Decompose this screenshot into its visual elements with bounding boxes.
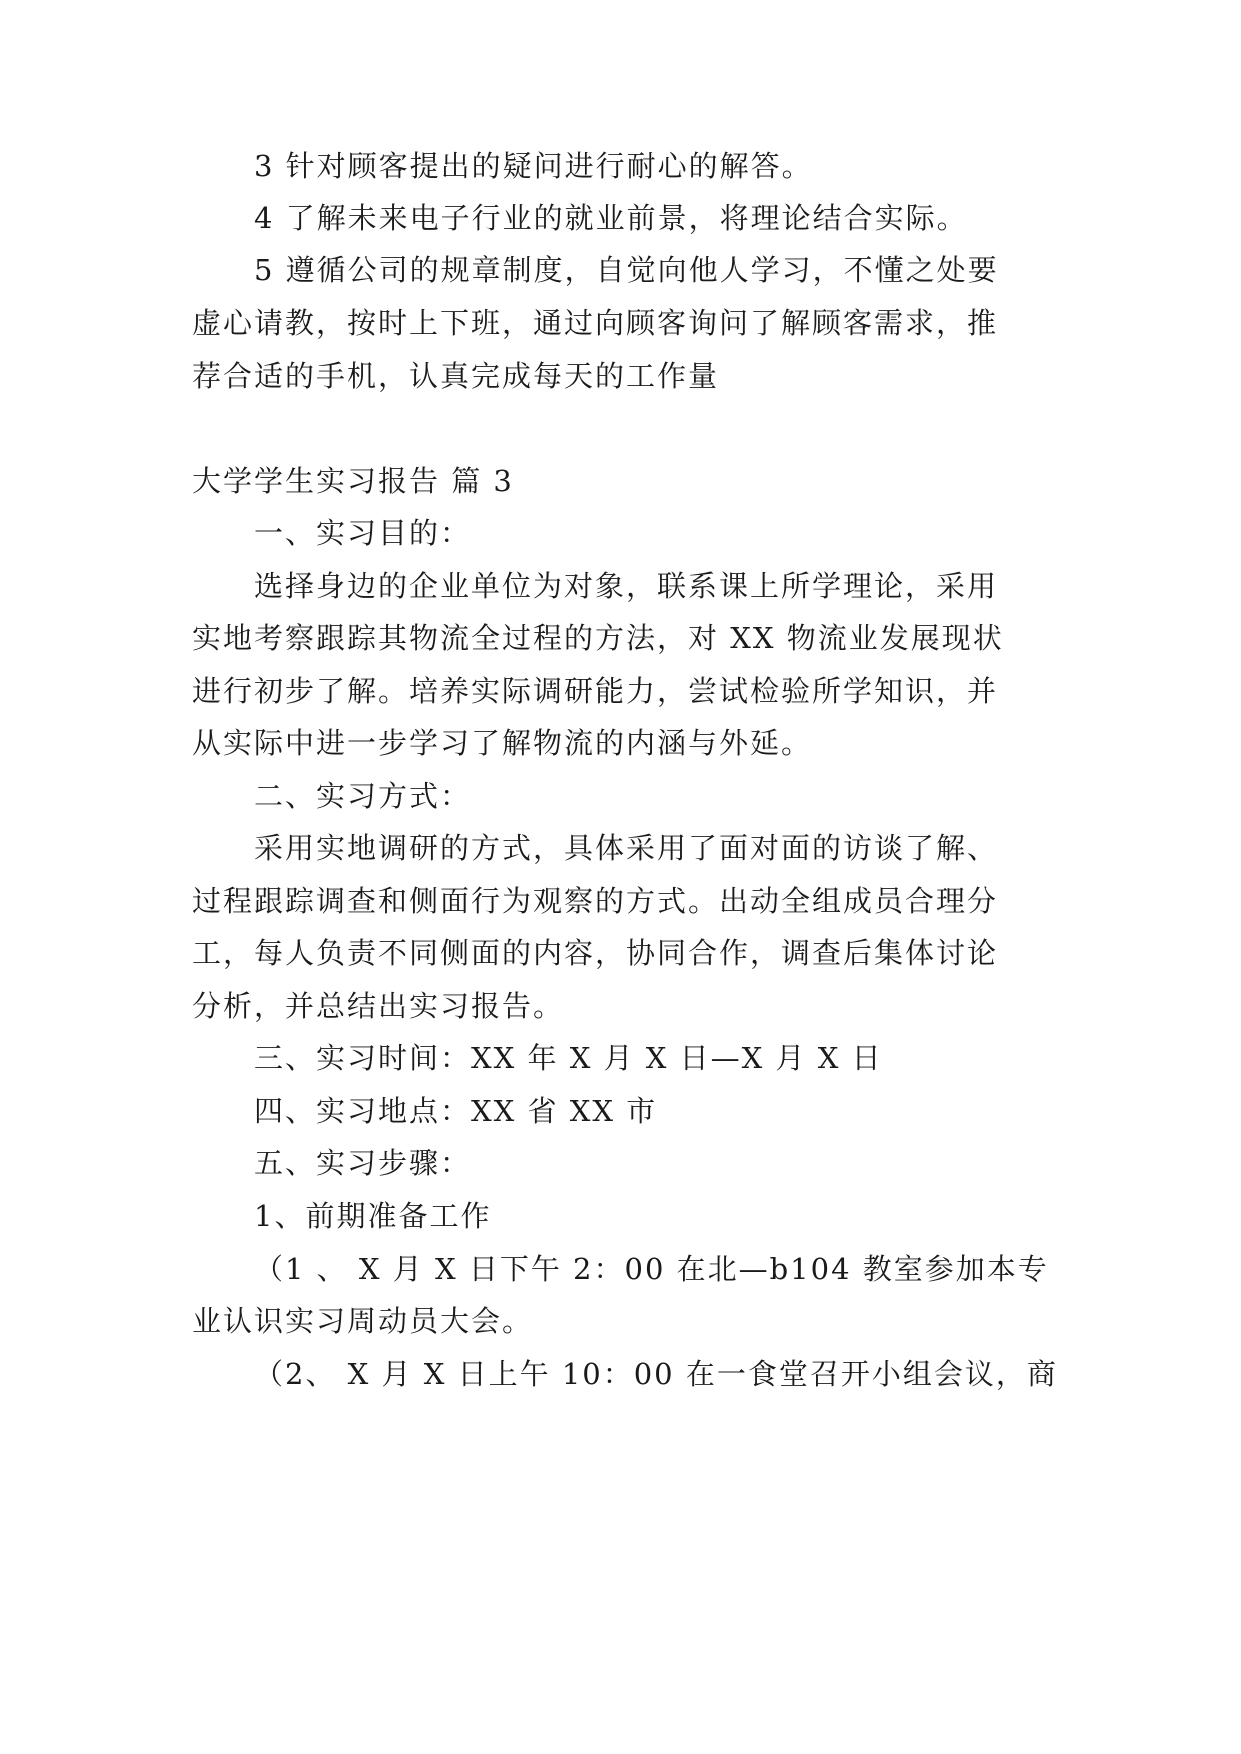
method-paragraph-line-2: 过程跟踪调查和侧面行为观察的方式。出动全组成员合理分 — [192, 884, 999, 918]
list-item-4: 4 了解未来电子行业的就业前景，将理论结合实际。 — [254, 201, 968, 235]
place-line: 四、实习地点：XX 省 XX 市 — [254, 1094, 658, 1128]
list-item-5-line-3: 荐合适的手机，认真完成每天的工作量 — [192, 359, 720, 393]
step1-heading: 1、前期准备工作 — [254, 1199, 492, 1233]
report-title: 大学学生实习报告 篇 3 — [192, 464, 514, 498]
purpose-paragraph-line-3: 进行初步了解。培养实际调研能力，尝试检验所学知识，并 — [192, 674, 999, 708]
time-line: 三、实习时间：XX 年 X 月 X 日—X 月 X 日 — [254, 1041, 883, 1075]
list-item-5-line-2: 虚心请教，按时上下班，通过向顾客询问了解顾客需求，推 — [192, 306, 999, 340]
list-item-5-line-1: 5 遵循公司的规章制度，自觉向他人学习，不懂之处要 — [254, 253, 999, 287]
method-paragraph-line-3: 工，每人负责不同侧面的内容，协同合作，调查后集体讨论 — [192, 936, 999, 970]
step1-1-line-2: 业认识实习周动员大会。 — [192, 1304, 534, 1338]
step1-2-line-1: （2、 X 月 X 日上午 10：00 在一食堂召开小组会议，商 — [254, 1357, 1058, 1391]
purpose-paragraph-line-1: 选择身边的企业单位为对象，联系课上所学理论，采用 — [254, 569, 999, 603]
step1-1-line-1: （1 、 X 月 X 日下午 2：00 在北—b104 教室参加本专 — [254, 1252, 1049, 1286]
purpose-paragraph-line-4: 从实际中进一步学习了解物流的内涵与外延。 — [192, 726, 813, 760]
purpose-heading: 一、实习目的： — [254, 516, 472, 550]
method-paragraph-line-4: 分析，并总结出实习报告。 — [192, 989, 565, 1023]
method-paragraph-line-1: 采用实地调研的方式，具体采用了面对面的访谈了解、 — [254, 831, 999, 865]
purpose-paragraph-line-2: 实地考察跟踪其物流全过程的方法，对 XX 物流业发展现状 — [192, 621, 1004, 655]
method-heading: 二、实习方式： — [254, 779, 472, 813]
list-item-3: 3 针对顾客提出的疑问进行耐心的解答。 — [254, 149, 813, 183]
steps-heading: 五、实习步骤： — [254, 1146, 472, 1180]
